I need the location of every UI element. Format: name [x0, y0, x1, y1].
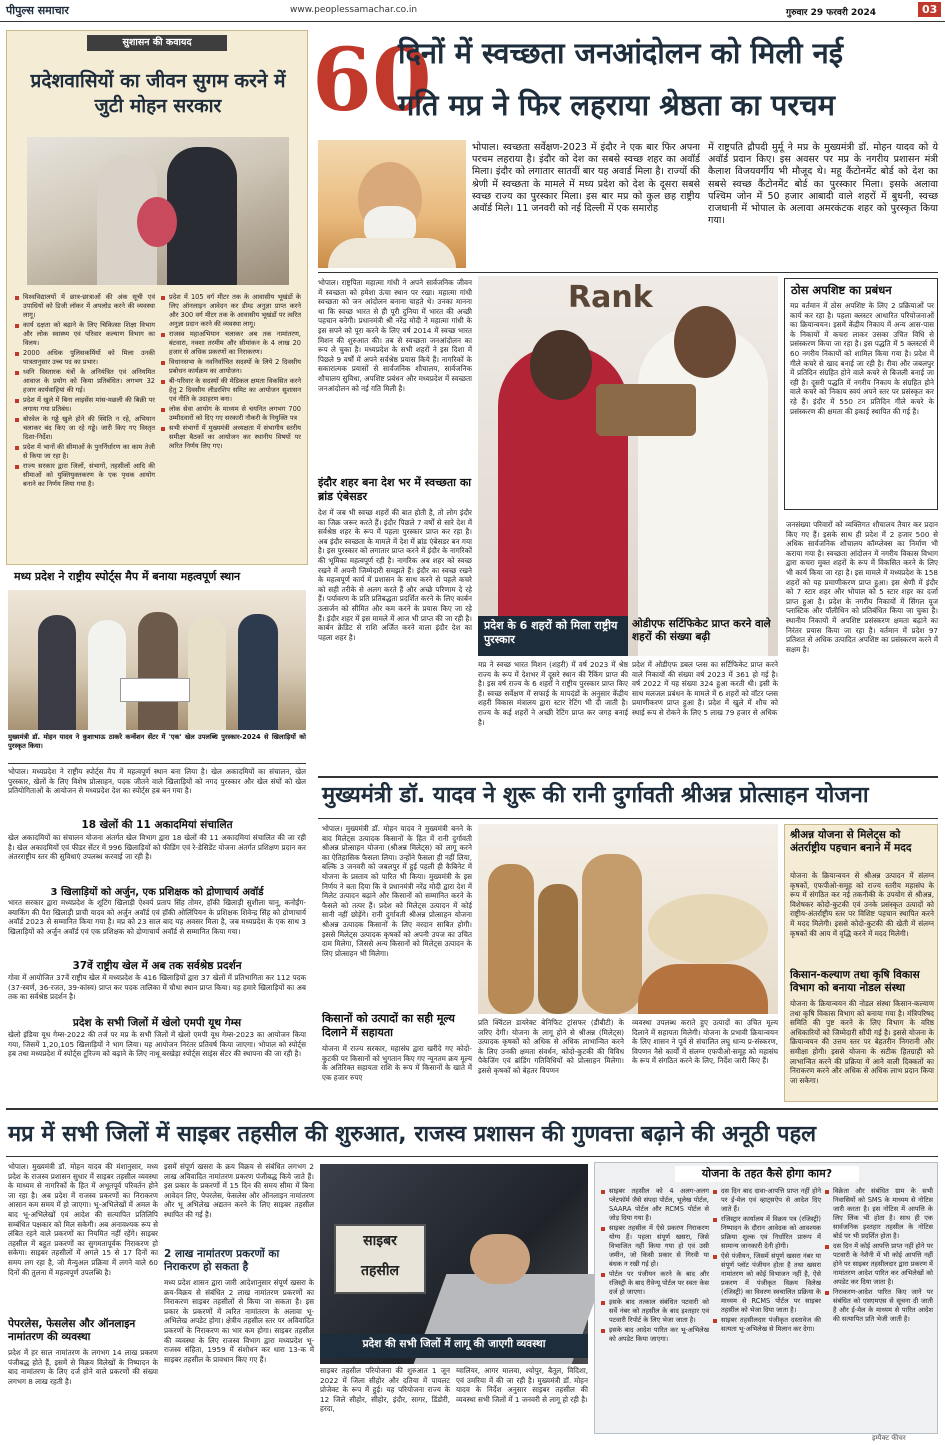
millet-body-3: प्रति क्विंटल डायरेक्ट बेनिफिट ट्रांसफर (डीबीटी) के जरिए देगी। योजना के लागू होने से श्रीअन्न (मिलेट्स) उत्पादक कृषकों को अधिक से अधिक लाभान्वित करने के लिए उनकी क्षमता संवर्धन, कोदो-कुटकी की विविध पैकेजिंग एवं ब्रांडिंग गतिविधियों को प्रोत्साहन मिलेगा। इससे कृषकों को बेहतर विपणन: [478, 1018, 624, 1075]
list-item: ध्वनि विस्तारक यंत्रों के अनियंत्रित एवं अनियमित आवाज के प्रयोग को किया प्रतिबंधित। लगभग 32 हजार कार्यवाहियां की गई।: [15, 368, 155, 395]
masthead: [0, 0, 945, 22]
list-item: 2000 अधिक पुलिसकर्मियों को मिला उनकी पात्रतानुसार उच्च पद का प्रभार।: [15, 349, 155, 367]
main-sub-b: इंदौर शहर बना देश भर में स्वच्छता का ब्रांड एंबेसडर: [318, 476, 472, 503]
left-list-1: [15, 293, 155, 558]
millet-photo: [478, 824, 778, 1014]
list-item: साइबर तहसीलदार पंजीकृत दस्तावेज की सत्यता भू-अभिलेख से मिलान कर देगा।: [713, 1316, 821, 1334]
list-item: साइबर तहसील को 4 अलग-अलग प्लेटफॉर्म जैसे संपदा पोर्टल, भूलेख पोर्टल, SAARA पोर्टल और RCMS पोर्टल से जोड़ दिया गया है।: [601, 1187, 709, 1223]
cyber-sub-2: 2 लाख नामांतरण प्रकरणों का निराकरण हो सकता है: [164, 1248, 280, 1273]
list-item: विश्वविद्यालयों में छात्र-छात्राओं की अंक सूची एवं उपाधियों को डिजी लॉकर में अपलोड करने की व्यवस्था लागू।: [15, 293, 155, 320]
photo-caption-1: प्रदेश के 6 शहरों को मिला राष्ट्रीय पुरस्कार: [478, 616, 628, 656]
waste-title: ठोस अपशिष्ट का प्रबंधन: [791, 283, 892, 297]
millet-sidebar: [784, 824, 938, 1102]
how-col-2: [713, 1187, 821, 1431]
main-body-c: मप्र ने स्वच्छ भारत मिशन (शहरी) में वर्ष 2023 में श्रेष्ठ राज्य के रूप में देशभर में दूसरे स्थान की रैंकिंग प्राप्त की है। इस वर्ष राज्य के 6 शहरों ने राष्ट्रीय पुरस्कार प्राप्त किए हैं। स्वच्छ सर्वेक्षण में सफाई के मापदंडों के अनुसार केंद्रीय शहरी विकास मंत्रालय द्वारा स्टार रेटिंग भी दी जाती है। राज्य के कई शहरों ने अच्छी रेटिंग प्राप्त कर जगह बनाई है।: [478, 660, 628, 727]
list-item: दस दिन में कोई आपत्ति प्राप्त नहीं होने पर पटवारी के नेशैनी में भी कोई आपत्ति नहीं होने पर साइबर तहसीलदार द्वारा प्रकरण में नामांतरण आदेश पारित कर अभिलेखों को अपडेट कर दिया जाता है।: [825, 1242, 933, 1287]
sports-intro: भोपाल। मध्यप्रदेश ने राष्ट्रीय स्पोर्ट्स मैप में महत्वपूर्ण स्थान बना लिया है। खेल अकादमियों का संचालन, खेल पुरस्कार, खेलों के लिए विशेष प्रोत्साहन, पदक जीतने वाले खिलाड़ियों को नगद पुरस्कार और खेल संघों को खेल प्रतियोगिताओं के आयोजन से मध्यप्रदेश देश का स्पोर्ट्स हब बन गया है।: [8, 767, 306, 796]
kicker: सुशासन की कवायद: [87, 35, 227, 51]
millet-body-1: भोपाल। मुख्यमंत्री डॉ. मोहन यादव ने मुख्यमंत्री बनने के बाद मिलेट्स उत्पादक किसानों के हित में रानी दुर्गावती श्रीअन्न प्रोत्साहन योजना (श्रीअन्न मिलेट्स) को लागू करने का ऐतिहासिक फैसला लिया। उन्होंने फैसला ही नहीं लिया, बल्कि 3 जनवरी को जबलपुर में हुई पहली ही कैबिनेट में योजना के प्रस्ताव को पारित भी किया। मुख्यमंत्री के इस निर्णय ने बता दिया कि वे प्रधानमंत्री नरेंद्र मोदी द्वारा देश में मिलेट उत्पादन बढ़ाने और किसानों को सम्मानित करने के फैसले को तत्पर हैं। प्रदेश को मिलेट्स उत्पादन में कोई सानी नहीं छोड़ेंगे। रानी दुर्गावती श्रीअन्न प्रोत्साहन योजना श्रीअन्न उत्पादक किसानों के लिए वरदान साबित होगी। इससे मिलेट्स उत्पादक कृषकों को अपनी उपज का उचित दाम मिलेगा, जिससे अन्य किसानों को मिलेट्स उत्पादन के लिए प्रोत्साहन भी मिलेगा।: [322, 824, 472, 958]
impact-feature-label: इम्पैक्ट फीचर: [872, 1434, 906, 1442]
sports-body-2: भारत सरकार द्वारा मध्यप्रदेश के शूटिंग खिलाड़ी ऐश्वर्य प्रताप सिंह तोमर, हॉकी खिलाड़ी सुशीला चानू, कनोईंग-क्याकिंग की पैरा खिलाड़ी प्राची यादव को अर्जुन अवॉर्ड एवं हॉकी ओलिंपियन के प्रशिक्षक शिवेन्द्र सिंह को द्रोणाचार्य अवॉर्ड 2023 से सम्मानित किया गया है। मप्र को 23 साल बाद यह अवसर मिला है, जब मध्यप्रदेश के एक साथ 3 खिलाड़ियों को अर्जुन अवॉर्ड एवं एक प्रशिक्षक को द्रोणाचार्य अवॉर्ड से सम्मानित किया गया।: [8, 898, 306, 936]
millet-side-body-1: योजना के क्रियान्वयन से श्रीअन्न उत्पादन में संलग्न कृषकों, एफपीओ-समूह को राज्य स्तरीय महासंघ के रूप में संगठित कर नई तकनीकी के उपयोग से श्रीअन्न, विशेषकर कोदो-कुटकी एवं उनके प्रसंस्कृत उत्पादों को राष्ट्रीय-अंतर्राष्ट्रीय स्तर पर विशिष्ट पहचान स्थापित करने में मदद मिलेगी। इससे कोदो-कुटकी की खेती में संलग्न कृषकों की आय में वृद्धि करने में मदद मिलेगी।: [790, 871, 934, 938]
sports-title: मध्य प्रदेश ने राष्ट्रीय स्पोर्ट्स मैप में बनाया महत्वपूर्ण स्थान: [14, 570, 241, 583]
cyber-sub-1: पेपरलेस, फेसलेस और ऑनलाइन नामांतरण की व्यवस्था: [8, 1318, 136, 1343]
list-item: प्रदेश में खुले में बिना लाइसेंस मांस-मछली की बिक्री पर लगाया गया प्रतिबंध।: [15, 396, 155, 414]
list-item: राजस्व महाअभियान चलाकर अब तक नामांतरण, बंटवारा, नक्शा तरमीम और सीमांकन के 4 लाख 20 हजार से अधिक प्रकरणों का निराकरण।: [161, 330, 301, 357]
sports-sub-2: 3 खिलाड़ियों को अर्जुन, एक प्रशिक्षक को द्रोणाचार्य अवॉर्ड: [50, 887, 264, 898]
cyber-col-1: भोपाल। मुख्यमंत्री डॉ. मोहन यादव की मंशानुसार, मध्य प्रदेश के राजस्व प्रशासन सुधार में साइबर तहसील व्यवस्था के माध्यम से नागरिकों के हित में अभूतपूर्व परिवर्तन होने जा रहा है। अब प्रदेश में राजस्व प्रकरणों का निराकरण आसान कम समय में हो जाएगा। भू-अभिलेखों में अमल के बाद भू-अभिलेखों एवं आदेश की सत्यापित प्रतिलिपि सम्बंधित पक्षकार को मिल सकेगी। अब अनावश्यक रूप से लंबित रहने वाले प्रकरणों का नियमित नहीं रहेंगे। साइबर तहसील में बहुत प्रकरणों का सुगमतापूर्वक निराकरण हो सकेगा। साइबर तहसीलों में अगले 15 से 17 दिनों का समय लग रहा है, जो मैन्युअल प्रक्रिया में लगने वाले 60 दिनों की तुलना में महत्वपूर्ण उपलब्धि है।: [8, 1162, 158, 1277]
main-lead-1: भोपाल। स्वच्छता सर्वेक्षण-2023 में इंदौर ने एक बार फिर अपना परचम लहराया है। इंदौर को देश का सबसे स्वच्छ शहर का अवॉर्ड मिला। इंदौर को लगातार सातवीं बार यह अवार्ड मिला है। राज्यों की श्रेणी में स्वच्छता के मामले में मध्य प्रदेश को देश के दूसरा सबसे स्वच्छ राज्य का पुरस्कार मिला। इस बार मप्र को कुल छह राष्ट्रीय अवॉर्ड मिले। 11 जनवरी को नई दिल्ली में एक समारोह: [472, 142, 700, 215]
big-number: 60: [312, 30, 432, 131]
main-body-b: देश में जब भी स्वच्छ शहरों की बात होती है, तो लोग इंदौर का जिक्र जरूर करते हैं। इंदौर पिछले 7 वर्षों से सारे देश में सर्वश्रेष्ठ शहर के रूप में पहला पुरस्कार प्राप्त कर रहा है। अब इंदौर स्वच्छता के मामले में देश में ब्रांड एंबेसडर बन गया है। इस पुरस्कार को लगातार प्राप्त करने में इंदौर के नागरिकों की भूमिका महत्वपूर्ण रही है। नागरिक अब शहर को स्वच्छ रखने में अपनी जिम्मेदारी समझते हैं। इंदौर का स्वच्छ रखने के महत्वपूर्ण कार्य में प्रशासन के साथ करने से पहले कचरे को सही तरीके से अलग करते हैं और अच्छे परिणाम दे रहे हैं। पर्यावरण के प्रति प्रतिबद्धता प्रदर्शित करने के लिए कार्बन उत्सर्जन को सीमित और कम करने के प्रयास किए जा रहे हैं। इंदौर शहर में इस मामले में आज भी प्राप्त की जा रही है। कार्बन क्रेडिट से राशि अर्जित करने वाला इंदौर देश का पहला शहर है।: [318, 508, 472, 642]
millet-headline: मुख्यमंत्री डॉ. यादव ने शुरू की रानी दुर्गावती श्रीअन्न प्रोत्साहन योजना: [322, 783, 869, 808]
pm-portrait: [318, 140, 466, 268]
site-url: www.peoplessamachar.co.in: [290, 5, 418, 15]
waste-body-2: जनसंख्या परिवारों को व्यक्तिगत शौचालय तैयार कर प्रदान किए गए हैं। इसके साथ ही प्रदेश में 2 हजार 500 से अधिक सार्वजनिक शौचालय कॉम्प्लेक्स का निर्माण भी कराया गया है। स्वच्छता आंदोलन में नगरीय विकास विभाग द्वारा कचरा मुक्त शहरों के रूप में विकसित करने के लिए भी कार्य किया जा रहा है। इस मामले में मध्यप्रदेश के 158 शहरों को यह प्रमाणीकरण प्राप्त हुआ। इस श्रेणी में इंदौर को 7 स्टार शहर और भोपाल को 5 स्टार शहर का दर्जा प्राप्त हुआ है। प्रदेश के नगरीय निकायों में सिंगल यूज प्लास्टिक और पॉलीथिन को प्रतिबंधित किया जा चुका है। स्थानीय निकायों में अपशिष्ट प्रसंस्करण क्षमता बढ़ाने का निरंतर प्रयास किया जा रहा है। वर्तमान में प्रदेश 97 प्रतिशत से अधिक उत्पादित अपशिष्ट का प्रसंस्करण करने में सक्षम है।: [786, 520, 938, 654]
sports-body-1: खेल अकादमियों का संचालन योजना अंतर्गत खेल विभाग द्वारा 18 खेलों की 11 अकादमियां संचालित की जा रही है। खेल अकादमियों एवं फीडर सेंटर में 996 खिलाड़ियों को फीडिंग एवं रे-डेसिडेंट योजना अंतर्गत प्रशिक्षण प्रदान कर अंतरराष्ट्रीय स्तर की सुविधाएं उपलब्ध करवाई जा रही है।: [8, 833, 306, 862]
left-list-2: [161, 293, 301, 558]
date: गुरुवार 29 फरवरी 2024: [786, 8, 877, 18]
cyber-headline: मप्र में सभी जिलों में साइबर तहसील की शुरुआत, राजस्व प्रशासन की गुणवत्ता बढ़ाने की अनूठी पहल: [8, 1122, 817, 1147]
millet-body-4: व्यवस्था उपलब्ध कराते हुए उत्पादों का उचित मूल्य दिलाने में सहायता मिलेगी। योजना के प्रभावी क्रियान्वयन के लिए शासन ने पूर्व से संचालित लघु धान्य प्र-संस्करण, विपणन नैसे कार्यों में संलग्न एफपीओ-समूह को महासंघ के रूप में संगठित करने के लिए, निर्देश जारी किए हैं।: [632, 1018, 778, 1066]
list-item: लोक सेवा आयोग के माध्यम से चयनित लगभग 700 उम्मीदवारों को दिए गए सरकारी नौकरी के नियुक्ति पत्र: [161, 405, 301, 423]
list-item: ऐसे पंजीयन, जिसमें संपूर्ण खसरा नंबर या संपूर्ण प्लॉट पंजीयन होता है तथा खसरा नामांतरण को कोई विभाजन नहीं है, ऐसे प्रकरण में पंजीकृत विक्रय विलेख (रजिस्ट्री) का विवरण स्वचालित प्रक्रिया के माध्यम से RCMS पोर्टल पर साइबर तहसील को भेजा दिया जाता है।: [713, 1252, 821, 1315]
list-item: बोरवेल के गड्ढे खुले होने की स्थिति न रहे, अभियान चलाकर बंद किए जा रहे गड्ढे। जारी किए गए विस्तृत दिशा-निर्देश।: [15, 415, 155, 442]
list-item: दस दिन बाद दावा-आपत्ति प्राप्त नहीं होने पर ई-मेल एवं व्हाट्सऐप से आदेश दिए जाते हैं।: [713, 1187, 821, 1214]
main-headline-line-1: दिनों में स्वच्छता जनआंदोलन को मिली नई: [398, 36, 843, 70]
list-item: बी-परिवार के सदस्यों की मेडिकल क्षमता विकसित करने हेतु 2 दिवसीय लीडरशिप समिट का आयोजन सुशासन एवं नीति के उदाहरण बना।: [161, 377, 301, 404]
how-it-works-title: योजना के तहत कैसे होगा काम?: [675, 1166, 859, 1182]
main-lead-2: में राष्ट्रपति द्रौपदी मुर्मू ने मप्र के मुख्यमंत्री डॉ. मोहन यादव को ये अवॉर्ड प्रदान किए। इस अवसर पर मप्र के नगरीय प्रशासन मंत्री कैलाश विजयवर्गीय भी मौजूद थे। महू कैंटोनमेंट बोर्ड को देश का सबसे स्वच्छ कैंटोनमेंट बोर्ड का पुरस्कार मिला। इसके अलावा पश्चिम जोन में 50 हजार आबादी वाले शहरों में बुधनी, स्वच्छ राजधानी में भोपाल के अलावा अमरकंटक शहर को पुरस्कृत किया गया।: [708, 142, 938, 227]
list-item: राज्य सरकार द्वारा जिलों, संभागों, तहसीलों आदि की सीमाओं को युक्तियुक्तकरण के एक पृथक आयोग बनाने का निर्णय लिया गया है।: [15, 462, 155, 489]
list-item: विधानसभा के नवनिर्वाचित सदस्यों के लिये 2 दिवसीय प्रबोधन कार्यक्रम का आयोजन।: [161, 358, 301, 376]
list-item: इसके बाद आदेश पारित कर भू-अभिलेख को अपडेट किया जाएगा।: [601, 1326, 709, 1344]
sports-sub-4: प्रदेश के सभी जिलों में खेलो एमपी यूथ गेम्स: [72, 1017, 242, 1029]
cyber-body-1: प्रदेश में हर साल नामांतरण के लगभग 14 लाख प्रकरण पंजीबद्ध होते हैं, इसमें से विक्रय विलेखों के निष्पादन के बाद नामांतरण के लिए दर्ज होने वाले प्रकरणों की संख्या लगभग 8 लाख रहती है।: [8, 1348, 158, 1386]
sports-sub-1: 18 खेलों की 11 अकादमियां संचालित: [81, 819, 233, 831]
cyber-col-4: ग्वालियर, आगर मालवा, श्योपुर, बैतूल, विदिशा, एवं उमरिया में की जा रही है। मुख्यमंत्री डॉ. मोहन यादव के निर्देश अनुसार साइबर तहसील की व्यवस्था सभी जिलों में 1 जनवरी से लागू हो रही है।: [456, 1366, 588, 1404]
page-number: 03: [918, 2, 941, 17]
how-col-3: [825, 1187, 933, 1431]
cyber-photo-caption: प्रदेश की सभी जिलों में लागू की जाएगी व्यवस्था: [320, 1334, 588, 1358]
waste-body: मप्र वर्तमान में ठोस अपशिष्ट के लिए 2 प्रक्रियाओं पर कार्य कर रहा है। पहला क्लस्टर आधारित परियोजनाओं का क्रियान्वयन। इसमें केंद्रीय निकाय में अन्य आस-पास के निकायों में कचरा लाकर उसका उचित विधि से प्रसंस्करण किया जा रहा है। इस पद्धति में 5 क्लस्टर्स में 60 नगरीय निकायों को शामिल किया गया है। प्रदेश में गीले कचरे से खाद बनाई जा रही है। रीवा और जबलपुर में प्रतिदिन संग्रहित होने वाले कचरे से बिजली बनाई जा रही है। दूसरी पद्धति में नगरीय निकाय के संग्रहित होने वाले कचरे को निकाय स्वयं अपने स्तर पर प्रसंस्कृत कर रहे हैं। इंदौर में 550 टन प्रतिदिन गीले कचरे के प्रसंस्करण की क्षमता की इकाई स्थापित की गई है।: [790, 301, 934, 416]
list-item: पोर्टल पर पंजीयन करने के बाद और रजिस्ट्री के बाद रीवेन्यू पोर्टल पर स्वतः केस दर्ज हो जाएगा।: [601, 1270, 709, 1297]
sports-sub-3: 37वें राष्ट्रीय खेल में अब तक सर्वश्रेष्ठ प्रदर्शन: [72, 960, 242, 972]
list-item: प्रदेश में 105 वर्ग मीटर तक के आवासीय भूखंडों के लिए ऑनलाइन आवेदन कर डीम्ड अनुज्ञा प्राप्त करने और 300 वर्ग मीटर तक के आवासीय भूखंडों पर त्वरित अनुज्ञा प्रदान करने की व्यवस्था लागू।: [161, 293, 301, 329]
millet-body-2: योजना में राज्य सरकार, महासंघ द्वारा खरीदे गए कोदो-कुटकी पर किसानों को भुगतान किए गए न्यूनतम क्रय मूल्य के अतिरिक्त सहायता राशि के रूप में किसानों के खाते में एक हजार रुपए: [322, 1044, 472, 1082]
left-panel: [6, 30, 308, 565]
list-item: निराकरण-आदेश पारित किए जाने पर संबंधित को एसएमएस से सूचना दी जाती है और ई-मेल के माध्यम से पारित आदेश की सत्यापित प्रति भेजी जाती है।: [825, 1288, 933, 1324]
award-ceremony-photo: [478, 276, 778, 656]
list-item: रजिस्ट्रार कार्यालय में विक्रय पत्र (रजिस्ट्री) निष्पादन के दौरान आवेदक को आवश्यक प्रक्रिया शुल्क एवं निर्धारित प्रारूप में सामान्य जानकारी देनी होगी।: [713, 1215, 821, 1251]
sports-caption: मुख्यमंत्री डॉ. मोहन यादव ने कुशाभाऊ ठाकरे कन्वेंशन सेंटर में 'एक' खेल उपलब्धि पुरस्कार-2024 से खिलाड़ियों को पुरस्कृत किया।: [8, 733, 306, 750]
list-item: सभी संभागों में मुख्यमंत्री अध्यक्षता में संभागीय स्तरीय समीक्षा बैठकों का आयोजन कर स्थानीय विषयों पर त्वरित निर्णय लिए गए।: [161, 424, 301, 451]
millet-sub-1: किसानों को उत्पादों का सही मूल्य दिलाने में सहायता: [322, 1012, 455, 1039]
cyber-body-2: मध्य प्रदेश शासन द्वारा जारी आदेशानुसार संपूर्ण खसरा के क्रय-विक्रय से संबंधित 2 लाख नामांतरण प्रकरणों का निराकरण साइबर तहसीलों से किया जा सकता है। इस प्रकार के प्रकरणों में त्वरित नामांतरण के अलावा भू-अभिलेख अपडेट होगा। क्षेत्रीय तहसील स्तर पर अविवादित प्रकरणों के निराकरण का भार कम होगा। साइबर तहसील की व्यवस्था के लिए राजस्व विभाग द्वारा मध्यप्रदेश भू-राजस्व संहिता, 1959 में संशोधन कर धारा 13-क में साइबर तहसील के प्रावधान किए गए हैं।: [164, 1278, 314, 1364]
list-item: प्रदेश में भानों की सीमाओं के पुनर्निर्धारण का काम तेजी से किया जा रहा है।: [15, 443, 155, 461]
list-item: इसके बाद तत्काल संबंधित पटवारी को सर्वे नंबर को तहसील के बाद इश्तहार एवं पटवारी रिपोर्ट के लिए भेजा जाता है।: [601, 1298, 709, 1325]
how-col-1: [601, 1187, 709, 1431]
sports-body-4: खेलो इंडिया यूथ गेम्स-2022 की तर्ज पर मप्र के सभी जिलों में खेलो एमपी यूथ गेम्स-2023 का आयोजन किया गया, जिसमें 1,20,105 खिलाड़ियों ने भाग लिया। यह आयोजन निरंतर प्रतिवर्ष किया जाएगा। भोपाल को स्पोर्ट्स हब तथा मध्यप्रदेश में स्पोर्ट्स टूरिज्म को बढ़ाने के लिए नाथू बरखेड़ा स्पोर्ट्स साइंस सेंटर की स्थापना की जा रही है।: [8, 1030, 306, 1059]
pm-cm-photo: [27, 137, 289, 285]
left-title: प्रदेशवासियों का जीवन सुगम करने में जुटी मोहन सरकार: [30, 70, 286, 117]
main-headline-line-2: गति मप्र ने फिर लहराया श्रेष्ठता का परचम: [398, 88, 836, 122]
sports-body-3: गोवा में आयोजित 37वें राष्ट्रीय खेल में मध्यप्रदेश के 416 खिलाड़ियों द्वारा 37 खेलों में प्रतिभागिता कर 112 पदक (37-स्वर्ण, 36-रजत, 39-कांस्य) प्राप्त कर पदक तालिका में चौथा स्थान प्राप्त किया। यह हमारे खिलाड़ियों का अब तक का सर्वश्रेष्ठ प्रदर्शन है।: [8, 973, 306, 1002]
millet-side-title-1: श्रीअन्न योजना से मिलेट्स को अंतर्राष्ट्रीय पहचान बनाने में मदद: [790, 829, 912, 854]
how-it-works-box: [594, 1162, 938, 1434]
millet-side-body-2: योजना के क्रियान्वयन की नोडल संस्था किसान-कल्याण तथा कृषि विकास विभाग को बनाया गया है। मंत्रिपरिषद समिति की पुष्ट करने के लिए विभाग के वरिष्ठ अधिकारियों को जिम्मेदारी सौंपी गई है। इससे योजना के क्रियान्वयन की उत्तम स्तर पर बेहतरीन निगरानी और समीक्षा होगी। इससे योजना के सटीक हितग्राही को लाभान्वित करने की प्रक्रिया में आने वाली दिक्कतों का निराकरण करने और अधिक से अधिक लाभ प्रदान किया जा सकेगा।: [790, 999, 934, 1085]
sports-award-photo: [8, 590, 306, 730]
cyber-sign: साइबर तहसील: [334, 1224, 426, 1294]
list-item: साइबर तहसील में ऐसे प्रकरण निराकरण योग्य हैं। पहला संपूर्ण खसरा, जिसे विभाजित नहीं किया गया हो एवं उसी जमीन, जो किसी प्रकार से गिरवी या बंधक न रखी गई हो।: [601, 1224, 709, 1269]
cyber-col-2: इसमें संपूर्ण खसरा के क्रय विक्रय से संबंधित लगभग 2 लाख अविवादित नामांतरण प्रकरण पंजीबद्ध किये जाते हैं। इस प्रकार के प्रकरणों में 15 दिन की समय सीमा में बिना आवेदन लिए, पेपरलेस, फेसलेस और ऑनलाइन नामांतरण और भू अभिलेख अद्यतन करने के लिए साइबर तहसील स्थापित की गई है।: [164, 1162, 314, 1219]
cyber-col-3: साइबर तहसील परियोजना की शुरुआत 1 जून 2022 में जिला सीहोर और दतिया में पायलट प्रोजेक्ट के रूप में हुई। यह परियोजना राज्य के 12 जिले सीहोर, सीहोर, इंदौर, सागर, डिंडोरी, हरदा,: [320, 1366, 450, 1414]
list-item: कार्य दक्षता को बढ़ाने के लिए चिकित्सा शिक्षा विभाग और लोक स्वास्थ्य एवं परिवार कल्याण विभाग का विलय।: [15, 321, 155, 348]
rank-signage: Rank: [568, 280, 653, 315]
main-body-d: प्रदेश में ओडीएफ डबल प्लस का सर्टिफिकेट प्राप्त करने वाले निकायों की संख्या वर्ष 2023 में 361 हो गई है। वर्ष 2022 में यह संख्या 324 हुआ करती थी। इसी के साथ मलजल प्रबंधन के मामले में 6 शहरों को वॉटर प्लस प्रमाणीकरण प्राप्त हुआ है। प्रदेश में खुले में शौच को स्थाई रूप से रोकने के लिए 5 लाख 79 हजार से अधिक: [632, 660, 778, 717]
brand: पीपुल्स समाचार: [6, 4, 69, 17]
millet-side-title-2: किसान-कल्याण तथा कृषि विकास विभाग को बनाया नोडल संस्था: [790, 969, 920, 994]
list-item: विक्रेता और संबंधित ग्राम के सभी निवासियों को SMS के माध्यम से नोटिस जारी करता है। इस नोटिस में आपत्ति के लिए लिंक भी होता है। साथ ही एक सार्वजनिक इश्तहार तहसील के नोटिस बोर्ड पर भी प्रदर्शित होता है।: [825, 1187, 933, 1241]
waste-box: [784, 278, 938, 510]
photo-caption-2: ओडीएफ सर्टिफिकेट प्राप्त करने वाले शहरों की संख्या बढ़ी: [632, 618, 771, 643]
main-body-a: भोपाल। राष्ट्रपिता महात्मा गांधी ने अपने सार्वजनिक जीवन में स्वच्छता को हमेशा ऊंचा स्थान पर रखा। महात्मा गांधी स्वच्छता को जन आंदोलन बनाना चाहते थे। उनका मानना था कि स्वच्छ भारत से ही पूरी दुनिया में भारत की अच्छी पहचान बनेगी। प्रधानमंत्री श्री नरेंद्र मोदी ने महात्मा गांधी के इस सपने को पूरा करने के लिए वर्ष 2014 में स्वच्छ भारत मिशन की शुरुआत की। तब से स्वच्छता जनआंदोलन का रूप ले चुका है। मध्यप्रदेश के सभी शहरों ने इस दिशा में पिछले 9 वर्षों में अपने सर्वश्रेष्ठ प्रयास किये हैं। नागरिकों के सकारात्मक प्रयासों से सार्वजनिक शौचालय, सार्वजनिक शौचालय सुविधा, अपशिष्ट प्रबंधन और मध्यप्रदेश में स्वच्छता जनआंदोलन को नई गति मिली है।: [318, 278, 472, 393]
